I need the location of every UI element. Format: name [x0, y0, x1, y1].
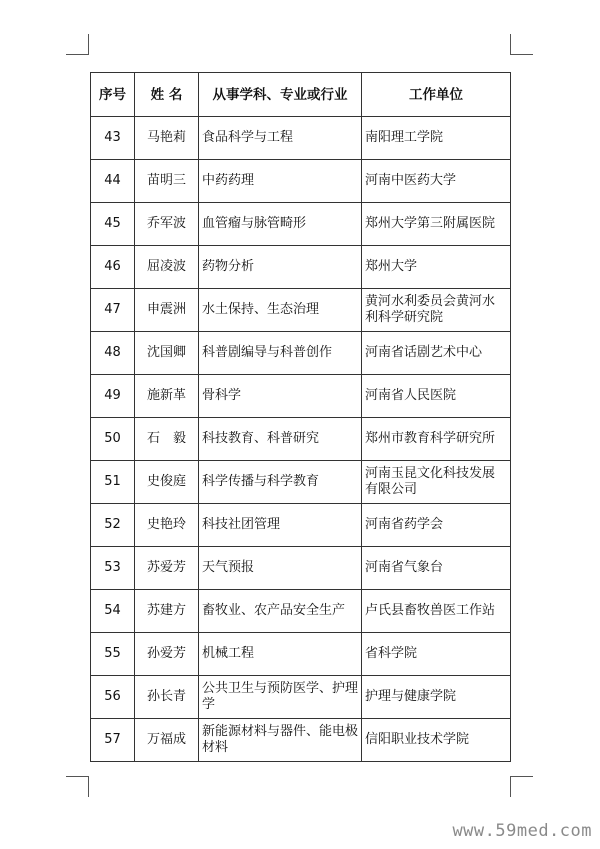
cell-name: 苏爱芳 [135, 547, 199, 590]
cell-org: 省科学院 [362, 633, 511, 676]
cell-field: 血管瘤与脉管畸形 [199, 203, 362, 246]
crop-mark-bottom-right-h [511, 776, 533, 777]
cell-field: 水土保持、生态治理 [199, 289, 362, 332]
cell-org: 河南省人民医院 [362, 375, 511, 418]
cell-org: 黄河水利委员会黄河水利科学研究院 [362, 289, 511, 332]
cell-field: 食品科学与工程 [199, 117, 362, 160]
cell-org: 河南省药学会 [362, 504, 511, 547]
cell-name: 屈凌波 [135, 246, 199, 289]
watermark: www.59med.com [452, 821, 592, 841]
cell-org: 河南省话剧艺术中心 [362, 332, 511, 375]
cell-no: 48 [91, 332, 135, 375]
cell-org: 郑州大学 [362, 246, 511, 289]
cell-field: 机械工程 [199, 633, 362, 676]
cell-field: 科技社团管理 [199, 504, 362, 547]
cell-field: 科学传播与科学教育 [199, 461, 362, 504]
header-name: 姓 名 [135, 73, 199, 117]
cell-no: 56 [91, 676, 135, 719]
cell-org: 护理与健康学院 [362, 676, 511, 719]
cell-name: 孙长青 [135, 676, 199, 719]
table-row [91, 547, 511, 590]
cell-no: 54 [91, 590, 135, 633]
cell-no: 45 [91, 203, 135, 246]
cell-no: 46 [91, 246, 135, 289]
table-row [91, 633, 511, 676]
crop-mark-top-left-v [88, 34, 89, 55]
cell-name: 孙爱芳 [135, 633, 199, 676]
cell-field: 科普剧编导与科普创作 [199, 332, 362, 375]
cell-no: 51 [91, 461, 135, 504]
cell-field: 科技教育、科普研究 [199, 418, 362, 461]
cell-field: 新能源材料与器件、能电极材料 [199, 719, 362, 762]
table-row [91, 246, 511, 289]
header-org: 工作单位 [362, 73, 511, 117]
cell-name: 申震洲 [135, 289, 199, 332]
crop-mark-top-right-v [510, 34, 511, 55]
cell-name: 沈国卿 [135, 332, 199, 375]
cell-field: 骨科学 [199, 375, 362, 418]
cell-no: 55 [91, 633, 135, 676]
cell-field: 药物分析 [199, 246, 362, 289]
table-row [91, 160, 511, 203]
table-row [91, 461, 511, 504]
cell-org: 郑州大学第三附属医院 [362, 203, 511, 246]
cell-org: 信阳职业技术学院 [362, 719, 511, 762]
cell-org: 郑州市教育科学研究所 [362, 418, 511, 461]
cell-org: 河南玉昆文化科技发展有限公司 [362, 461, 511, 504]
cell-org: 河南省气象台 [362, 547, 511, 590]
cell-name: 施新革 [135, 375, 199, 418]
roster-table [90, 72, 511, 762]
crop-mark-top-left-h [66, 54, 88, 55]
cell-name: 苗明三 [135, 160, 199, 203]
table-body [91, 117, 511, 762]
crop-mark-top-right-h [511, 54, 533, 55]
header-no: 序号 [91, 73, 135, 117]
cell-no: 53 [91, 547, 135, 590]
cell-field: 中药药理 [199, 160, 362, 203]
cell-name: 万福成 [135, 719, 199, 762]
cell-name: 史俊庭 [135, 461, 199, 504]
cell-no: 52 [91, 504, 135, 547]
header-field: 从事学科、专业或行业 [199, 73, 362, 117]
cell-no: 49 [91, 375, 135, 418]
cell-name: 乔军波 [135, 203, 199, 246]
cell-no: 44 [91, 160, 135, 203]
table-row [91, 676, 511, 719]
cell-name: 马艳莉 [135, 117, 199, 160]
cell-name: 苏建方 [135, 590, 199, 633]
cell-no: 57 [91, 719, 135, 762]
table-row [91, 719, 511, 762]
cell-name: 史艳玲 [135, 504, 199, 547]
crop-mark-bottom-right-v [510, 776, 511, 797]
table-row [91, 117, 511, 160]
cell-field: 公共卫生与预防医学、护理学 [199, 676, 362, 719]
table-row [91, 203, 511, 246]
crop-mark-bottom-left-h [66, 776, 88, 777]
table-row [91, 504, 511, 547]
cell-no: 43 [91, 117, 135, 160]
cell-field: 畜牧业、农产品安全生产 [199, 590, 362, 633]
cell-no: 47 [91, 289, 135, 332]
table-header-row [91, 73, 511, 117]
table-row [91, 375, 511, 418]
table-row [91, 418, 511, 461]
cell-org: 卢氏县畜牧兽医工作站 [362, 590, 511, 633]
cell-org: 南阳理工学院 [362, 117, 511, 160]
cell-no: 50 [91, 418, 135, 461]
crop-mark-bottom-left-v [88, 776, 89, 797]
table-row [91, 590, 511, 633]
cell-org: 河南中医药大学 [362, 160, 511, 203]
table-row [91, 289, 511, 332]
cell-field: 天气预报 [199, 547, 362, 590]
table-row [91, 332, 511, 375]
cell-name: 石 毅 [135, 418, 199, 461]
